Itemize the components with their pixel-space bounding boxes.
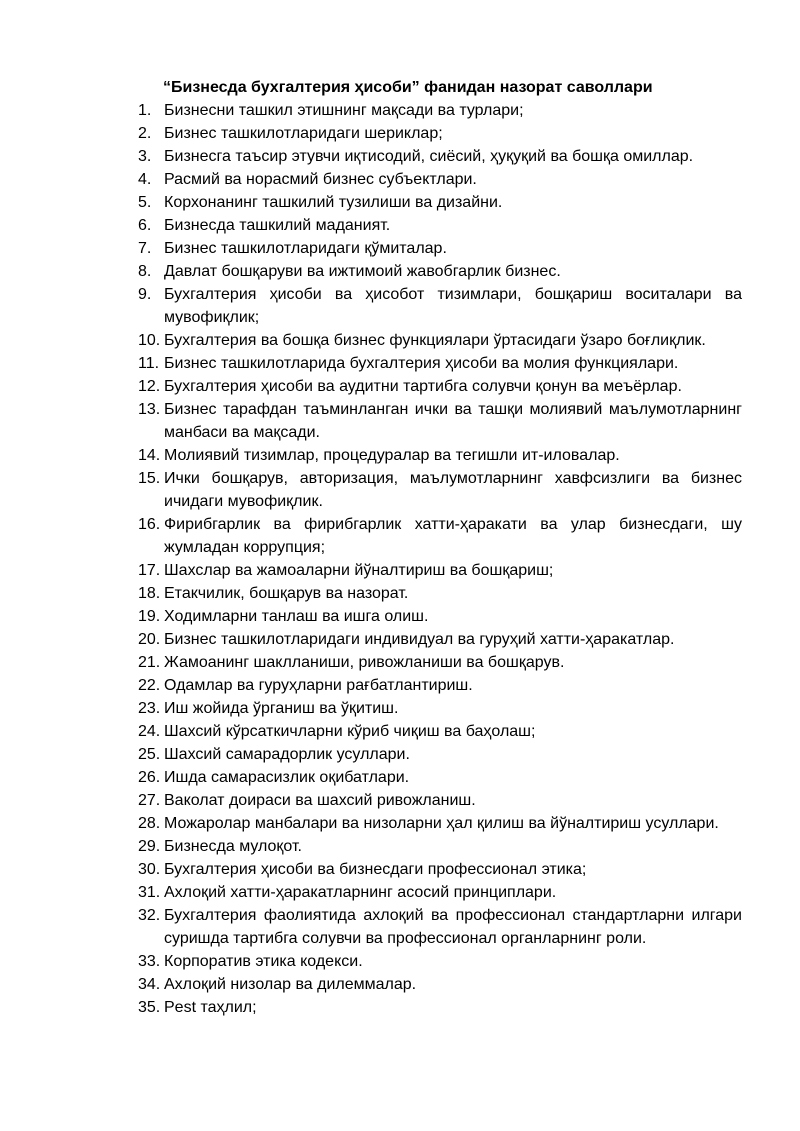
item-number: 2. xyxy=(138,125,152,142)
item-number: 32. xyxy=(138,907,161,924)
item-number: 31. xyxy=(138,884,161,901)
list-item xyxy=(138,375,742,398)
item-number: 8. xyxy=(138,263,152,280)
item-text: Шахслар ва жамоаларни йўналтириш ва бошқариш; xyxy=(164,562,554,579)
item-number: 27. xyxy=(138,792,161,809)
item-number: 20. xyxy=(138,631,161,648)
item-text: Бизнес тарафдан таъминланган ички ва ташқи молиявий маълумотларнинг манбаси ва мақсади. xyxy=(164,401,742,441)
item-number: 28. xyxy=(138,815,161,832)
item-number: 25. xyxy=(138,746,161,763)
item-number: 5. xyxy=(138,194,152,211)
item-number: 24. xyxy=(138,723,161,740)
list-item xyxy=(138,789,742,812)
item-number: 4. xyxy=(138,171,152,188)
list-item xyxy=(138,444,742,467)
item-number: 1. xyxy=(138,102,152,119)
item-number: 21. xyxy=(138,654,161,671)
list-item xyxy=(138,559,742,582)
item-number: 12. xyxy=(138,378,161,395)
list-item xyxy=(138,122,742,145)
list-item xyxy=(138,145,742,168)
list-item xyxy=(138,743,742,766)
item-text: Бизнес ташкилотларидаги индивидуал ва гуруҳий хатти-ҳаракатлар. xyxy=(164,631,675,648)
item-text: Ваколат доираси ва шахсий ривожланиш. xyxy=(164,792,476,809)
list-item xyxy=(138,214,742,237)
item-text: Бухгалтерия ҳисоби ва аудитни тартибга солувчи қонун ва меъёрлар. xyxy=(164,378,682,395)
item-number: 9. xyxy=(138,286,152,303)
list-item xyxy=(138,191,742,214)
item-number: 13. xyxy=(138,401,161,418)
item-text: Можаролар манбалари ва низоларни ҳал қилиш ва йўналтириш усуллари. xyxy=(164,815,719,832)
item-text: Бизнес ташкилотларидаги шериклар; xyxy=(164,125,443,142)
list-item xyxy=(138,973,742,996)
item-text: Шахсий самарадорлик усуллари. xyxy=(164,746,410,763)
list-item xyxy=(138,628,742,651)
item-text: Бизнесда ташкилий маданият. xyxy=(164,217,391,234)
item-number: 6. xyxy=(138,217,152,234)
item-number: 18. xyxy=(138,585,161,602)
item-text: Шахсий кўрсаткичларни кўриб чиқиш ва баҳолаш; xyxy=(164,723,536,740)
list-item xyxy=(138,329,742,352)
list-item xyxy=(138,720,742,743)
item-text: Давлат бошқаруви ва ижтимоий жавобгарлик бизнес. xyxy=(164,263,561,280)
document-title: “Бизнесда бухгалтерия ҳисоби” фанидан назорат саволлари xyxy=(163,79,653,96)
item-number: 3. xyxy=(138,148,152,165)
list-item xyxy=(138,881,742,904)
list-item xyxy=(138,766,742,789)
item-number: 17. xyxy=(138,562,161,579)
item-number: 14. xyxy=(138,447,161,464)
item-text: Бухгалтерия ва бошқа бизнес функциялари ўртасидаги ўзаро боғлиқлик. xyxy=(164,332,706,349)
item-number: 19. xyxy=(138,608,161,625)
list-item xyxy=(138,605,742,628)
item-number: 7. xyxy=(138,240,152,257)
list-item xyxy=(138,812,742,835)
item-number: 33. xyxy=(138,953,161,970)
item-text: Бизнесга таъсир этувчи иқтисодий, сиёсий, ҳуқуқий ва бошқа омиллар. xyxy=(164,148,694,165)
item-number: 15. xyxy=(138,470,161,487)
list-item xyxy=(138,996,742,1019)
item-text: Иш жойида ўрганиш ва ўқитиш. xyxy=(164,700,399,717)
item-text: Фирибгарлик ва фирибгарлик хатти-ҳаракати ва улар бизнесдаги, шу жумладан коррупция; xyxy=(164,516,742,556)
item-text: Молиявий тизимлар, процедуралар ва тегишли ит-иловалар. xyxy=(164,447,620,464)
item-number: 30. xyxy=(138,861,161,878)
list-item xyxy=(138,283,742,329)
item-text: Одамлар ва гуруҳларни рағбатлантириш. xyxy=(164,677,473,694)
item-text: Pest таҳлил; xyxy=(164,999,257,1016)
list-item xyxy=(138,467,742,513)
item-text: Ахлоқий низолар ва дилеммалар. xyxy=(164,976,417,993)
list-item xyxy=(138,260,742,283)
item-text: Ходимларни танлаш ва ишга олиш. xyxy=(164,608,429,625)
item-number: 22. xyxy=(138,677,161,694)
question-list xyxy=(138,99,742,1019)
list-item xyxy=(138,513,742,559)
item-text: Бизнес ташкилотларида бухгалтерия ҳисоби ва молия функциялари. xyxy=(164,355,679,372)
item-text: Бухгалтерия ҳисоби ва ҳисобот тизимлари, бошқариш воситалари ва мувофиқлик; xyxy=(164,286,742,326)
item-text: Корхонанинг ташкилий тузилиши ва дизайни. xyxy=(164,194,503,211)
list-item xyxy=(138,237,742,260)
item-number: 11. xyxy=(138,355,160,372)
item-text: Бухгалтерия фаолиятида ахлоқий ва профессионал стандартларни илгари суришда тартибга солувчи ва профессионал органларнинг роли. xyxy=(164,907,742,947)
list-item xyxy=(138,582,742,605)
list-item xyxy=(138,904,742,950)
item-text: Ахлоқий хатти-ҳаракатларнинг асосий принциплари. xyxy=(164,884,557,901)
list-item xyxy=(138,651,742,674)
item-text: Расмий ва норасмий бизнес субъектлари. xyxy=(164,171,477,188)
item-text: Етакчилик, бошқарув ва назорат. xyxy=(164,585,409,602)
item-number: 35. xyxy=(138,999,161,1016)
item-text: Бизнес ташкилотларидаги қўмиталар. xyxy=(164,240,447,257)
item-text: Ички бошқарув, авторизация, маълумотларнинг хавфсизлиги ва бизнес ичидаги мувофиқлик. xyxy=(164,470,742,510)
item-number: 23. xyxy=(138,700,161,717)
item-number: 29. xyxy=(138,838,161,855)
item-text: Корпоратив этика кодекси. xyxy=(164,953,363,970)
list-item xyxy=(138,697,742,720)
list-item xyxy=(138,950,742,973)
list-item xyxy=(138,398,742,444)
item-number: 16. xyxy=(138,516,161,533)
item-text: Ишда самарасизлик оқибатлари. xyxy=(164,769,410,786)
item-text: Бизнесда мулоқот. xyxy=(164,838,302,855)
list-item xyxy=(138,858,742,881)
list-item xyxy=(138,674,742,697)
item-text: Бизнесни ташкил этишнинг мақсади ва турлари; xyxy=(164,102,524,119)
item-text: Жамоанинг шаклланиши, ривожланиши ва бошқарув. xyxy=(164,654,565,671)
list-item xyxy=(138,835,742,858)
item-number: 34. xyxy=(138,976,161,993)
list-item xyxy=(138,99,742,122)
item-text: Бухгалтерия ҳисоби ва бизнесдаги профессионал этика; xyxy=(164,861,587,878)
item-number: 26. xyxy=(138,769,161,786)
list-item xyxy=(138,352,742,375)
item-number: 10. xyxy=(138,332,161,349)
list-item xyxy=(138,168,742,191)
